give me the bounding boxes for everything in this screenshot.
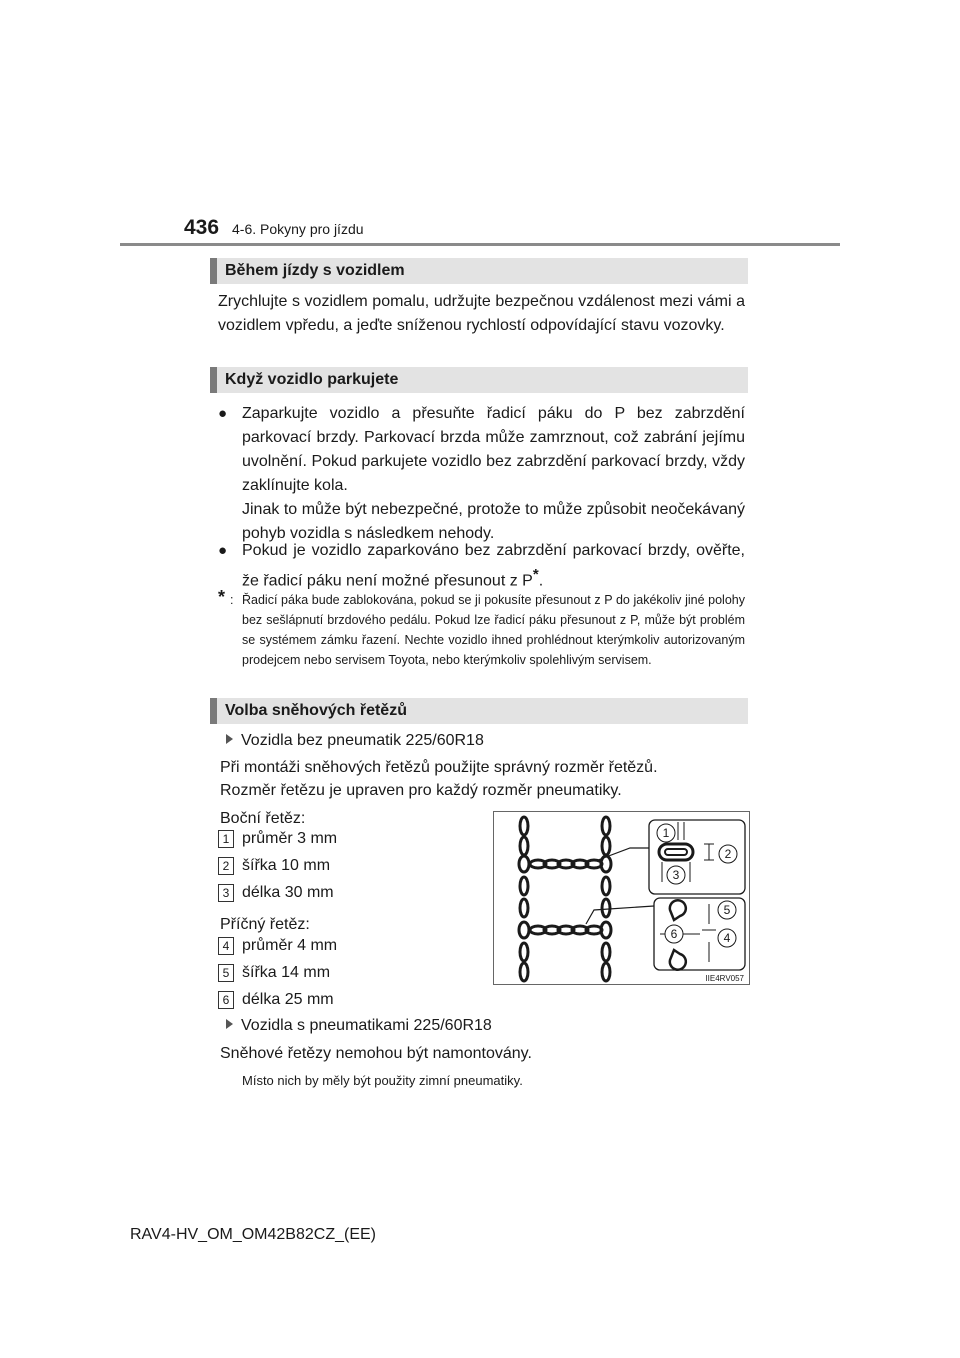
parking-bullet-2-body: Pokud je vozidlo zaparkováno bez zabrzdění parkovací brzdy, ověřte, že řadicí páku není možné přesunout z P [242,542,745,590]
num-badge-1: 1 [218,830,234,848]
footnote-colon: : [230,593,234,607]
callout-4: 4 [723,931,731,945]
triangle-bullet-icon [226,1019,233,1029]
section-path: 4-6. Pokyny pro jízdu [232,221,364,237]
cross-item-5: šířka 14 mm [242,964,331,981]
side-item-2: šířka 10 mm [242,857,331,874]
cross-chain-label: Příčný řetěz: [220,916,310,933]
callout-2: 2 [724,847,732,861]
num-badge-5: 5 [218,964,234,982]
section-heading-chains: Volba sněhových řetězů [210,698,748,724]
chains-case-2 [226,1015,492,1037]
chains-case-1-text: Vozidla bez pneumatik 225/60R18 [241,732,484,749]
chains-case-1 [226,730,484,752]
parking-bullet-1-text: Zaparkujte vozidlo a přesuňte řadicí páku do P bez zabrzdění parkovací brzdy. Parkovací brzda může zamrznout, což zabrání jejímu uvolnění. Pokud parkujete vozidlo bez zabrzdění parkovací brzdy, vždy zaklínujte kola. [242,405,745,494]
cross-item-4: průměr 4 mm [242,937,338,954]
figure-code: IIE4RV057 [705,974,744,983]
side-item-1: průměr 3 mm [242,830,338,847]
side-item-3: délka 30 mm [242,884,334,901]
document-code: RAV4-HV_OM_OM42B82CZ_(EE) [130,1226,376,1243]
chains-case-2-note: Místo nich by měly být použity zimní pneumatiky. [242,1073,523,1088]
num-badge-2: 2 [218,857,234,875]
parking-bullet-1-warning: Jinak to může být nebezpečné, protože to může způsobit neočekávaný pohyb vozidla s následkem nehody. [242,501,745,542]
num-badge-6: 6 [218,991,234,1009]
page-number: 436 [184,216,220,239]
footnote-ref: * [532,566,539,583]
parking-bullet-2-text [242,539,745,593]
side-chain-label: Boční řetěz: [220,810,306,827]
bullet-dot-icon: ● [218,405,228,422]
chains-case-2-statement: Sněhové řetězy nemohou být namontovány. [220,1045,532,1062]
bullet-dot-icon: ● [218,542,228,559]
chains-instruction-1: Při montáži sněhových řetězů použijte správný rozměr řetězů. [220,759,658,776]
triangle-bullet-icon [226,734,233,744]
callout-1: 1 [662,826,670,840]
section-heading-driving: Během jízdy s vozidlem [210,258,748,284]
callout-6: 6 [670,927,678,941]
parking-bullet-2 [218,539,745,593]
callout-5: 5 [723,903,731,917]
chains-case-2-text: Vozidla s pneumatikami 225/60R18 [241,1017,492,1034]
chains-instruction-2: Rozměr řetězu je upraven pro každý rozměr pneumatiky. [220,782,622,799]
callout-3: 3 [672,868,680,882]
section-heading-parking: Když vozidlo parkujete [210,367,748,393]
footnote-star: * [218,587,226,607]
cross-item-6: délka 25 mm [242,991,334,1008]
snow-chain-illustration [494,812,749,984]
parking-bullet-1 [218,402,745,546]
header-rule [120,243,840,246]
snow-chain-figure [493,811,750,985]
num-badge-3: 3 [218,884,234,902]
parking-bullet-2-end: . [538,572,544,590]
num-badge-4: 4 [218,937,234,955]
driving-paragraph: Zrychlujte s vozidlem pomalu, udržujte bezpečnou vzdálenost mezi vámi a vozidlem vpředu, a jeďte sníženou rychlostí odpovídající stavu vozovky. [218,293,745,334]
footnote-text: Řadicí páka bude zablokována, pokud se ji pokusíte přesunout z P do jakékoliv jiné polohy bez sešlápnutí brzdového pedálu. Pokud lze řadicí páku přesunout z P, může být problém se systémem zámku řazení. Nechte vozidlo ihned prohlédnout kterýmkoliv autorizovaným prodejcem nebo servisem Toyota, nebo kterýmkoliv spolehlivým servisem. [242,593,745,667]
footnote [218,587,745,670]
